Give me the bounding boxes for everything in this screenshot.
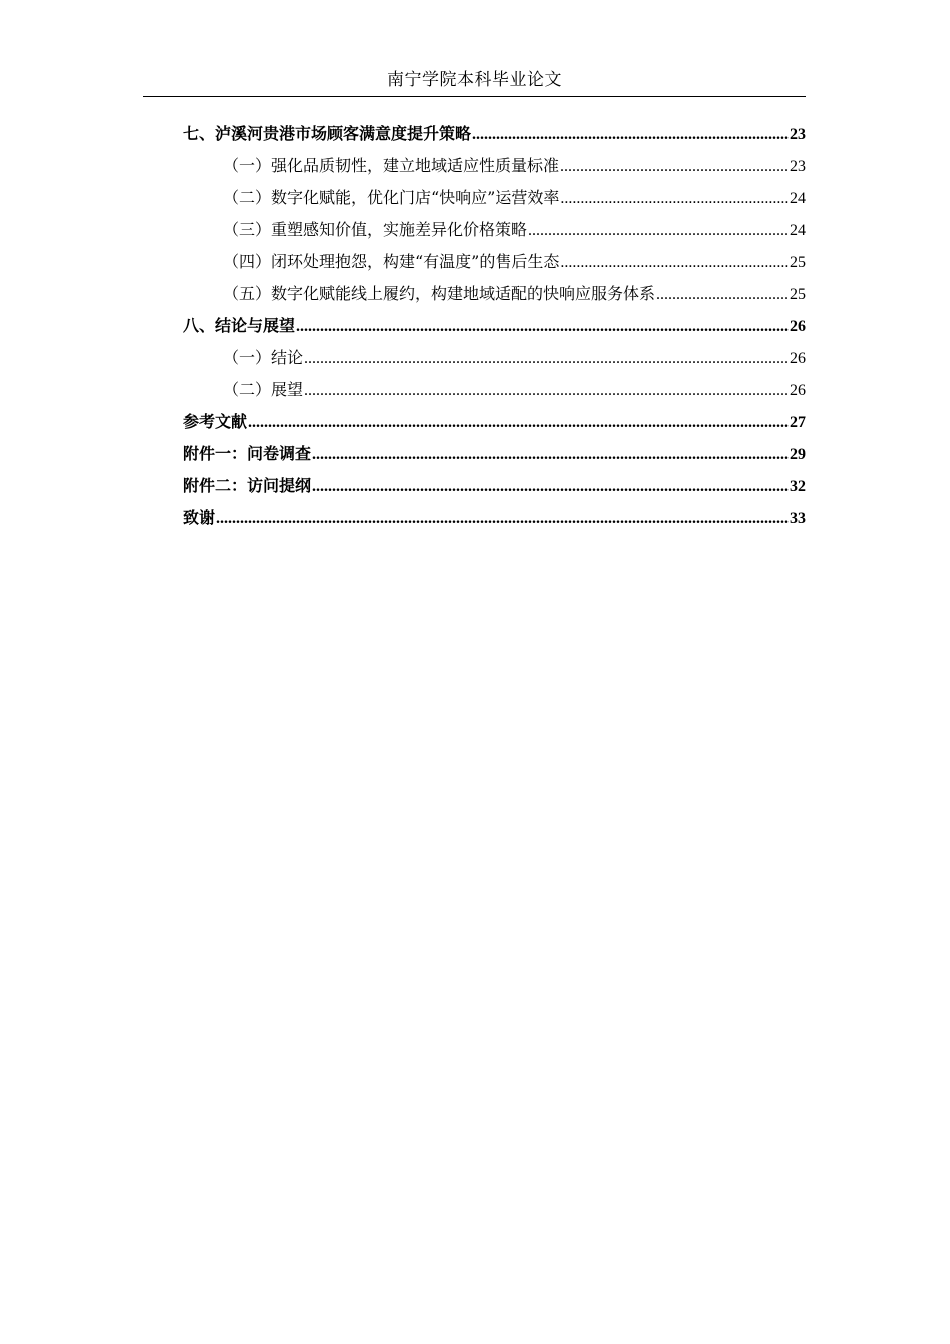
table-of-contents (183, 118, 806, 534)
toc-entry[interactable] (183, 182, 806, 214)
toc-entry-page: 29 (790, 446, 806, 463)
toc-entry[interactable] (183, 406, 806, 438)
toc-entry-title: （二）数字化赋能，优化门店“快响应”运营效率 (223, 188, 560, 207)
toc-entry[interactable] (183, 246, 806, 278)
toc-entry-page: 26 (790, 382, 806, 399)
toc-entry[interactable] (183, 214, 806, 246)
toc-entry-title: （一）结论 (223, 348, 304, 367)
toc-leader-dots (656, 279, 789, 311)
toc-entry-page: 23 (790, 126, 806, 143)
toc-entry-title: 七、泸溪河贵港市场顾客满意度提升策略 (183, 124, 472, 143)
toc-entry-title: 附件二：访问提纲 (183, 476, 312, 495)
toc-entry-page: 32 (790, 478, 806, 495)
toc-entry[interactable] (183, 438, 806, 470)
toc-leader-dots (528, 215, 789, 247)
toc-entry-title: （二）展望 (223, 380, 304, 399)
toc-leader-dots (312, 471, 789, 503)
toc-leader-dots (560, 247, 789, 279)
toc-entry-title: 八、结论与展望 (183, 316, 296, 335)
toc-entry-page: 24 (790, 190, 806, 207)
toc-entry-page: 26 (790, 318, 806, 335)
toc-entry-page: 33 (790, 510, 806, 527)
toc-leader-dots (560, 151, 789, 183)
toc-entry-page: 25 (790, 254, 806, 271)
toc-entry-page: 24 (790, 222, 806, 239)
toc-entry[interactable] (183, 310, 806, 342)
toc-entry-page: 27 (790, 414, 806, 431)
toc-entry-page: 25 (790, 286, 806, 303)
toc-entry-title: 参考文献 (183, 412, 248, 431)
toc-leader-dots (296, 311, 789, 343)
toc-entry[interactable] (183, 342, 806, 374)
toc-leader-dots (312, 439, 789, 471)
toc-leader-dots (248, 407, 789, 439)
toc-entry-title: （三）重塑感知价值，实施差异化价格策略 (223, 220, 528, 239)
toc-leader-dots (304, 375, 789, 407)
toc-entry[interactable] (183, 374, 806, 406)
toc-leader-dots (304, 343, 789, 375)
toc-leader-dots (472, 119, 789, 151)
toc-entry[interactable] (183, 150, 806, 182)
toc-leader-dots (560, 183, 789, 215)
toc-entry[interactable] (183, 278, 806, 310)
toc-entry-title: （四）闭环处理抱怨，构建“有温度”的售后生态 (223, 252, 560, 271)
toc-entry[interactable] (183, 118, 806, 150)
toc-leader-dots (216, 503, 789, 535)
toc-entry-title: （一）强化品质韧性，建立地域适应性质量标准 (223, 156, 560, 175)
header-rule (143, 96, 806, 97)
toc-entry[interactable] (183, 470, 806, 502)
toc-entry-title: 致谢 (183, 508, 216, 527)
toc-entry-page: 26 (790, 350, 806, 367)
toc-entry-title: 附件一：问卷调查 (183, 444, 312, 463)
toc-entry-title: （五）数字化赋能线上履约，构建地域适配的快响应服务体系 (223, 284, 656, 303)
toc-entry-page: 23 (790, 158, 806, 175)
page-header-title: 南宁学院本科毕业论文 (387, 70, 562, 90)
toc-entry[interactable] (183, 502, 806, 534)
